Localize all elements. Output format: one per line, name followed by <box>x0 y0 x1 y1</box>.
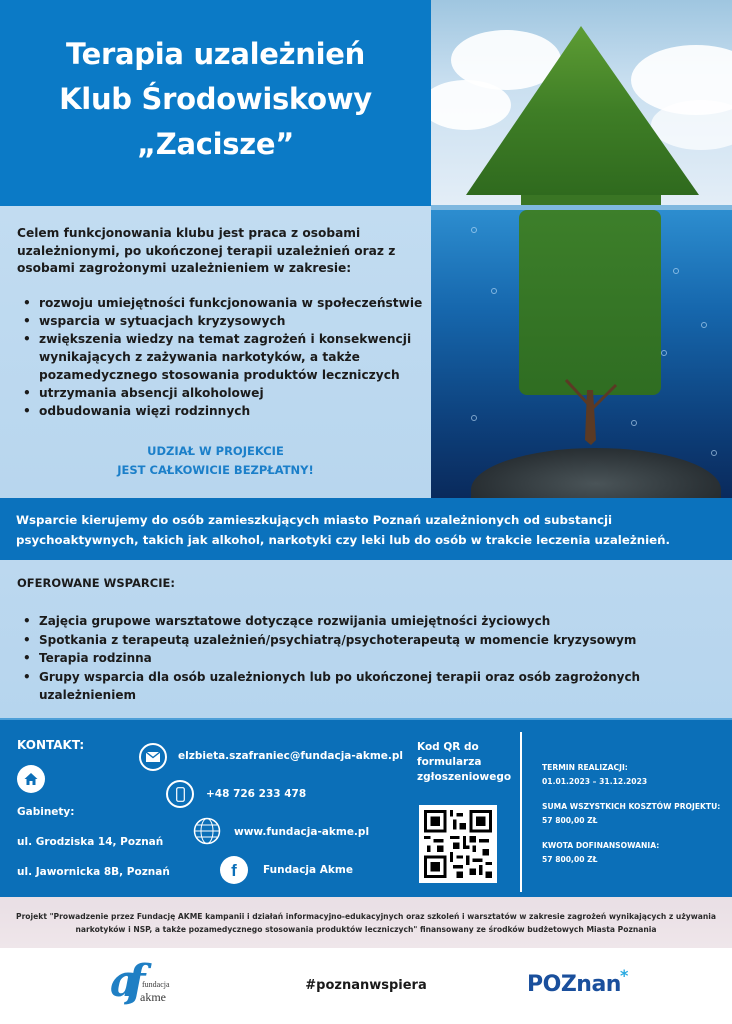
bubble <box>673 268 679 274</box>
poznan-star-icon: * <box>620 966 629 985</box>
offered-support-list <box>17 612 717 705</box>
funding-label: KWOTA DOFINANSOWANIA: <box>542 841 660 850</box>
header-banner <box>0 0 431 206</box>
intro-panel <box>0 206 431 498</box>
globe-icon <box>193 817 221 845</box>
phone-number[interactable]: +48 726 233 478 <box>206 788 307 800</box>
address-grodziska: ul. Grodziska 14, Poznań <box>17 836 164 848</box>
poznan-logo: POZnan <box>527 972 621 997</box>
support-item: • Grupy wsparcia dla osób uzależnionych lub po ukończonej terapii oraz osób zagrożonych uzależnieniem <box>17 668 717 705</box>
title-line-1: Terapia uzależnień <box>66 37 365 71</box>
email-link[interactable]: elzbieta.szafraniec@fundacja-akme.pl <box>178 750 403 762</box>
cost-label: SUMA WSZYSTKICH KOSZTÓW PROJEKTU: <box>542 802 721 811</box>
phone-icon <box>166 780 194 808</box>
qr-label-line: formularza <box>417 756 482 768</box>
support-item: • Spotkania z terapeutą uzależnień/psychiatrą/psychoterapeutą w momencie kryzysowym <box>17 631 717 650</box>
qr-label <box>417 740 511 785</box>
funding-note <box>0 897 732 948</box>
aim-item: • utrzymania absencji alkoholowej <box>17 384 427 402</box>
bubble <box>701 322 707 328</box>
facebook-link[interactable]: Fundacja Akme <box>263 864 353 876</box>
aims-list <box>17 294 427 420</box>
qr-label-line: Kod QR do <box>417 741 479 753</box>
free-participation-notice <box>0 442 431 480</box>
contact-divider <box>520 732 522 892</box>
title-line-2: Klub Środowiskowy <box>59 82 372 116</box>
bubble <box>471 415 477 421</box>
offered-support-title: OFEROWANE WSPARCIE: <box>17 576 175 590</box>
bubble <box>711 450 717 456</box>
page-title <box>0 32 431 167</box>
free-line-2: JEST CAŁKOWICIE BEZPŁATNY! <box>117 463 314 477</box>
aim-item: • zwiększenia wiedzy na temat zagrożeń i konsekwencji wynikających z zażywania narkotyków, a także pozamedycznego stosowania produktów leczniczych <box>17 330 427 384</box>
target-group-text: Wsparcie kierujemy do osób zamieszkujących miasto Poznań uzależnionych od substancji psychoaktywnych, takich jak alkohol, narkotyki czy leki lub do osób w trakcie leczenia uzależnień. <box>16 513 671 547</box>
funding-value: 57 800,00 ZŁ <box>542 855 598 864</box>
akme-line-1: fundacja <box>142 980 170 989</box>
address-jawornicka: ul. Jawornicka 8B, Poznań <box>17 866 170 878</box>
home-icon <box>17 765 45 793</box>
website-link[interactable]: www.fundacja-akme.pl <box>234 826 370 838</box>
term-value: 01.01.2023 – 31.12.2023 <box>542 777 648 786</box>
hero-image <box>431 0 732 498</box>
qr-label-line: zgłoszeniowego <box>417 771 512 783</box>
akme-mark: af <box>110 956 134 1007</box>
title-line-3: „Zacisze” <box>137 127 294 161</box>
contact-title: KONTAKT: <box>17 738 85 752</box>
term-label: TERMIN REALIZACJI: <box>542 763 628 772</box>
free-line-1: UDZIAŁ W PROJEKCIE <box>147 444 284 458</box>
bubble <box>491 288 497 294</box>
intro-text: Celem funkcjonowania klubu jest praca z osobami uzależnionymi, po ukończonej terapii uzależnień oraz z osobami zagrożonymi uzależnieniem w zakresie: <box>17 226 396 275</box>
support-item: • Terapia rodzinna <box>17 649 717 668</box>
akme-line-2: akme <box>140 990 166 1004</box>
contact-section <box>0 718 732 897</box>
hashtag: #poznanwspiera <box>305 978 427 993</box>
offered-support-panel <box>0 560 732 718</box>
offices-label: Gabinety: <box>17 806 75 818</box>
bubble <box>631 420 637 426</box>
bubble <box>661 350 667 356</box>
target-group-band <box>0 498 732 560</box>
funding-note-text: Projekt "Prowadzenie przez Fundację AKME kampanii i działań informacyjno-edukacyjnych oraz szkoleń i warsztatów w zakresie zagrożeń wynikających z używania narkotyków i NSP, a także pozamedycznego stosowania produktów leczniczych" finansowany ze środków budżetowych Miasta Poznania <box>16 912 716 934</box>
tree-arrow-icon <box>431 0 732 498</box>
cost-value: 57 800,00 ZŁ <box>542 816 598 825</box>
envelope-icon <box>139 743 167 771</box>
support-item: • Zajęcia grupowe warsztatowe dotyczące rozwijania umiejętności życiowych <box>17 612 717 631</box>
aim-item: • rozwoju umiejętności funkcjonowania w społeczeństwie <box>17 294 427 312</box>
qr-code[interactable] <box>419 805 497 883</box>
bubble <box>471 227 477 233</box>
facebook-icon: f <box>220 856 248 884</box>
logo-footer <box>0 948 732 1024</box>
aim-item: • wsparcia w sytuacjach kryzysowych <box>17 312 427 330</box>
aim-item: • odbudowania więzi rodzinnych <box>17 402 427 420</box>
